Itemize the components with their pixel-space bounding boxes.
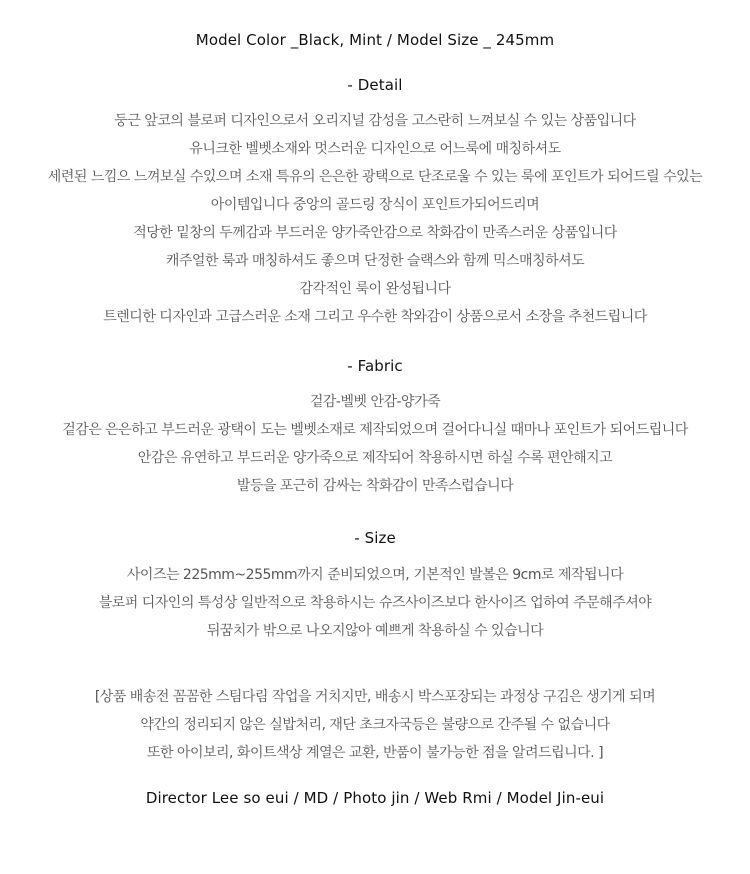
fabric-line: 겉감-벨벳 안감-양가죽 <box>309 394 441 410</box>
detail-line: 캐주얼한 룩과 매칭하셔도 좋으며 단정한 슬랙스와 함께 믹스매칭하셔도 <box>165 253 585 269</box>
detail-line: 트렌디한 디자인과 고급스러운 소재 그리고 우수한 착와감이 상품으로서 소장을 추천드립니다 <box>103 309 647 325</box>
fabric-line: 발등을 포근히 감싸는 착화감이 만족스럽습니다 <box>236 478 514 494</box>
fabric-heading: - Fabric <box>347 357 403 375</box>
notice-line: [상품 배송전 꼼꼼한 스팀다림 작업을 거치지만, 배송시 박스포장되는 과정상 구김은 생기게 되며 <box>94 689 656 705</box>
detail-heading: - Detail <box>347 76 403 94</box>
notice-line: 약간의 정리되지 않은 실밥처리, 재단 초크자국등은 불량으로 간주될 수 없습니다 <box>140 717 610 733</box>
detail-line: 감각적인 룩이 완성됩니다 <box>299 281 451 297</box>
model-info: Model Color _Black, Mint / Model Size _ 245mm <box>195 31 555 49</box>
detail-line: 아이템입니다 중앙의 골드링 장식이 포인트가되어드리며 <box>210 197 540 213</box>
detail-line: 유니크한 벨벳소재와 멋스러운 디자인으로 어느룩에 매칭하셔도 <box>189 141 561 157</box>
detail-line: 적당한 밑창의 두께감과 부드러운 양가죽안감으로 착화감이 만족스러운 상품입니다 <box>133 225 617 241</box>
detail-line: 세련된 느낌으 느껴보실 수있으며 소재 특유의 은은한 광택으로 단조로울 수 있는 룩에 포인트가 되어드릴 수있는 <box>47 169 703 185</box>
size-line: 사이즈는 225mm~255mm까지 준비되었으며, 기본적인 발볼은 9cm로 제작됩니다 <box>126 567 624 583</box>
size-heading: - Size <box>354 529 396 547</box>
fabric-line: 겉감은 은은하고 부드러운 광택이 도는 벨벳소재로 제작되었으며 걸어다니실 때마나 포인트가 되어드립니다 <box>62 422 688 438</box>
credits: Director Lee so eui / MD / Photo jin / Web Rmi / Model Jin-eui <box>145 789 605 807</box>
notice-line: 또한 아이보리, 화이트색상 계열은 교환, 반품이 불가능한 점을 알려드립니다. ] <box>146 745 604 761</box>
size-line: 블로퍼 디자인의 특성상 일반적으로 착용하시는 슈즈사이즈보다 한사이즈 업하여 주문해주셔야 <box>98 595 652 611</box>
detail-line: 둥근 앞코의 블로퍼 디자인으로서 오리지널 감성을 고스란히 느껴보실 수 있는 상품입니다 <box>114 113 636 129</box>
fabric-line: 안감은 유연하고 부드러운 양가죽으로 제작되어 착용하시면 하실 수록 편안해지고 <box>137 450 613 466</box>
size-line: 뒤꿈치가 밖으로 나오지않아 예쁘게 착용하실 수 있습니다 <box>206 623 544 639</box>
